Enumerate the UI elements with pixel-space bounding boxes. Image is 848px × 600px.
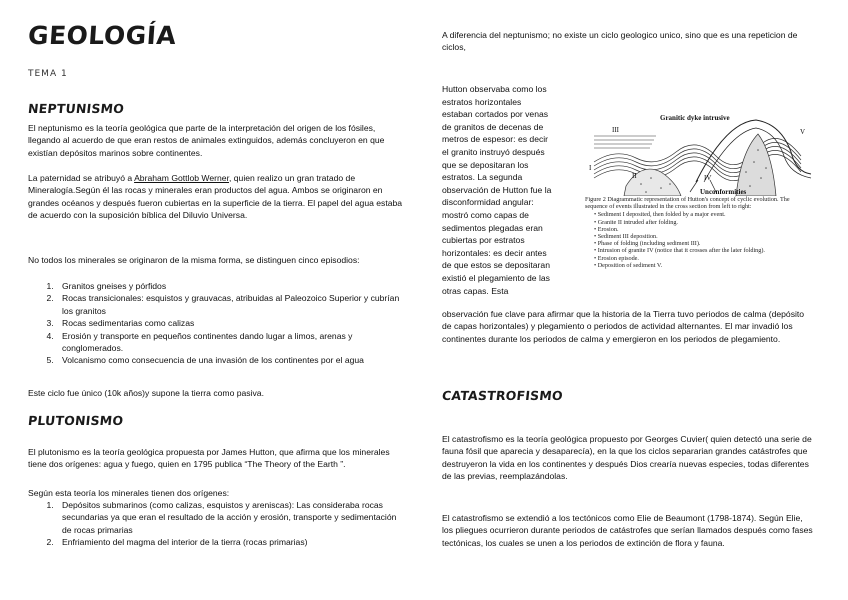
hutton-line: estratos. La segunda <box>442 172 523 183</box>
hutton-paragraph-rest: observación fue clave para afirmar que la historia de la Tierra tuvo periodos de calma (depósito de capas horizontales) y plegamiento o periodos de actividad alternantes. El mar invadió los continentes durante los periodos de calma y emergieron en los periodos de plegamiento. <box>442 309 805 344</box>
page-subtitle: TEMA 1 <box>28 69 68 79</box>
horizontal-strata <box>594 136 656 148</box>
ciclos-intro: A diferencia del neptunismo; no existe un ciclo geologico unico, sino que es una repeticion de ciclos, <box>442 30 798 53</box>
list-item: 2. Enfriamiento del magma del interior de la tierra (rocas primarias) <box>56 536 406 548</box>
figure-label-unconformities: Unconformities <box>700 188 747 196</box>
figure-label-roman: II <box>632 172 637 180</box>
neptunismo-episodes-list <box>28 280 406 367</box>
hutton-line: el granito instruyó después <box>442 146 545 157</box>
list-item: • Sediment III deposition. <box>594 233 813 240</box>
hutton-line: estratos horizontales <box>442 96 522 107</box>
hutton-line: metros de espesor: es decir <box>442 134 549 145</box>
figure-label-dyke: Granitic dyke intrusive <box>660 114 730 122</box>
hutton-line: otras capas. Esta <box>442 285 509 296</box>
hutton-line: existió el plegamiento de las <box>442 272 550 283</box>
hutton-cross-section-diagram <box>586 112 816 196</box>
list-item: • Erosion episode. <box>594 255 813 262</box>
neptunismo-p2-after: , quien realizo un gran tratado de Mineralogía.Según él las rocas y minerales eran productos del agua. Ambos se originaron en grandes océanos y después fueron cubiertas en la superficie de la tierra. El papel del agua estaba de acuerdo con la suposición bíblica del Diluvio Universa. <box>28 173 403 221</box>
werner-link[interactable]: Abraham Gottlob Werner <box>134 173 229 183</box>
hutton-line: Hutton observaba como los <box>442 84 547 94</box>
neptunismo-p2-before: La paternidad se atribuyó a <box>28 173 135 183</box>
hutton-line: disconformidad angular: <box>442 197 534 208</box>
list-item: • Erosion. <box>594 226 813 233</box>
hutton-line: estaban cortados por venas <box>442 109 549 120</box>
hutton-line: observación de Hutton fue la <box>442 184 552 195</box>
list-item: • Granite II intruded after folding. <box>594 219 813 226</box>
list-item: • Phase of folding (including sediment III). <box>594 240 813 247</box>
plutonismo-paragraph-2: Según esta teoría los minerales tienen dos orígenes: <box>28 488 230 498</box>
catastrofismo-paragraph-2: El catastrofismo se extendió a los tectónicos como Elie de Beaumont (1798-1874). Según Elie, los pliegues ocurrieron durante periodos de catástrofes que serían llamados después como fases tectónicas, los cuales se unen a los periodos de extinción de flora y fauna. <box>442 513 813 548</box>
list-item: 5. Volcanismo como consecuencia de una invasión de los continentes por el agua <box>56 354 406 366</box>
catastrofismo-paragraph-1: El catastrofismo es la teoría geológica propuesto por Georges Cuvier( quien detectó una serie de fauna fósil que aparecia y desaparecía), en la que los ciclos separarian grandes catástrofes que destruyeron la vida en los continentes y después Dios crearía nuevas especies, todas diferentes de las previas, reemplazándolas. <box>442 434 812 482</box>
hutton-line: de que estos se depositaran <box>442 260 550 271</box>
hutton-line: cubiertas por estratos <box>442 235 525 246</box>
hutton-line: sedimentos plegadas eran <box>442 222 543 233</box>
figure-caption-list <box>585 211 813 269</box>
hutton-line: que se depositaran los <box>442 159 529 170</box>
figure-label-roman: V <box>800 128 806 136</box>
list-item: 2. Rocas transicionales: esquistos y grauvacas, atribuidas al Paleozoico Superior y cubrían los granitos <box>56 292 406 317</box>
figure-caption <box>585 196 813 269</box>
list-item: • Intrusion of granite IV (notice that it crosses after the later folding). <box>594 247 813 254</box>
page-title: GEOLOGÍA <box>27 21 178 50</box>
hutton-line: mostró como capas de <box>442 209 529 220</box>
hutton-line: de granitos de decenas de <box>442 121 544 132</box>
figure-label-roman: III <box>612 126 619 134</box>
figure-label-roman: I <box>589 164 592 172</box>
catastrofismo-heading: CATASTROFISMO <box>441 388 564 403</box>
list-item: • Sediment I deposited, then folded by a major event. <box>594 211 813 218</box>
neptunismo-paragraph-1: El neptunismo es la teoría geológica que parte de la interpretación del origen de los fósiles, llegando al acuerdo de que eran restos de animales extinguidos, además concluyeron en que existían depósitos marinos sobre continentes. <box>28 123 385 158</box>
hutton-narrow-text <box>442 83 582 297</box>
list-item: 4. Erosión y transporte en pequeños continentes dando lugar a limos, arenas y conglomerados. <box>56 330 406 355</box>
neptunismo-paragraph-2 <box>28 172 408 222</box>
list-item: 1. Depósitos submarinos (como calizas, esquistos y areniscas): Las consideraba rocas secundarias ya que eran el resultado de la acción y erosión, transporte y sedimentación de rocas primarias <box>56 499 406 536</box>
neptunismo-paragraph-3: No todos los minerales se originaron de la misma forma, se distinguen cinco episodios: <box>28 255 360 265</box>
neptunismo-heading: NEPTUNISMO <box>27 101 125 116</box>
list-item: 1. Granitos gneises y pórfidos <box>56 280 406 292</box>
neptunismo-paragraph-4: Este ciclo fue único (10k años)y supone la tierra como pasiva. <box>28 388 264 398</box>
figure-label-roman: IV <box>704 174 712 182</box>
plutonismo-heading: PLUTONISMO <box>27 413 125 428</box>
hutton-line: horizontales: es decir antes <box>442 247 547 258</box>
list-item: • Deposition of sediment V. <box>594 262 813 269</box>
list-item: 3. Rocas sedimentarias como calizas <box>56 317 406 329</box>
figure-caption-title: Figure 2 Diagrammatic representation of Hutton's concept of cyclic evolution. The sequence of events illustrated in the cross section from left to right: <box>585 196 790 211</box>
plutonismo-origins-list <box>28 499 406 549</box>
plutonismo-paragraph-1: El plutonismo es la teoría geológica propuesta por James Hutton, que afirma que los minerales tiene dos orígenes: agua y fuego, quien en 1795 publica “The Theory of the Earth ”. <box>28 447 390 470</box>
